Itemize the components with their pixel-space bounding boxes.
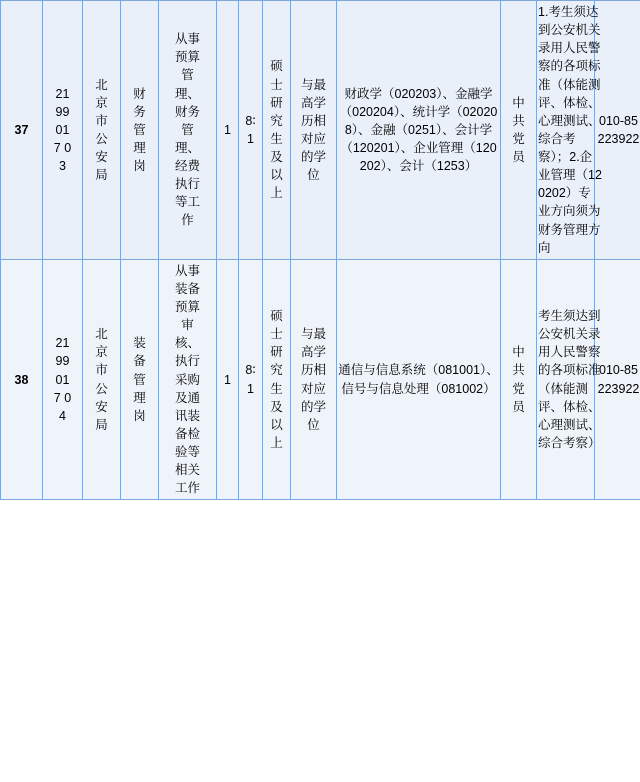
position-name: 装备管理岗 [121,259,159,500]
contact-phone: 010-85223922 [595,1,640,260]
interview-ratio: 8∶1 [239,1,263,260]
other-conditions: 1.考生须达到公安机关录用人民警察的各项标准（体能测评、体检、心理测试、综合考察）；2.企业管理（120202）专业方向须为财务管理方向 [537,1,595,260]
political-status: 中共党员 [501,1,537,260]
recruiting-organization: 北京市公安局 [83,259,121,500]
education-requirement: 硕士研究生及以上 [263,1,291,260]
political-status: 中共党员 [501,259,537,500]
degree-requirement: 与最高学历相对应的学位 [291,1,337,260]
major-requirement: 财政学（020203）、金融学（020204）、统计学（020208）、金融（0251）、会计学（120201）、企业管理（120202）、会计（1253） [337,1,501,260]
headcount: 1 [217,259,239,500]
other-conditions: 考生须达到公安机关录用人民警察的各项标准（体能测评、体检、心理测试、综合考察） [537,259,595,500]
interview-ratio: 8∶1 [239,259,263,500]
table-row [1,259,640,500]
major-requirement: 通信与信息系统（081001）、信号与信息处理（081002） [337,259,501,500]
row-index: 38 [1,259,43,500]
position-duty: 从事预算管理、财务管理、经费执行等工作 [159,1,217,260]
row-index: 37 [1,1,43,260]
headcount: 1 [217,1,239,260]
position-code: 2199017 04 [43,259,83,500]
recruiting-organization: 北京市公安局 [83,1,121,260]
position-duty: 从事装备预算审核、执行采购及通讯装备检验等相关工作 [159,259,217,500]
degree-requirement: 与最高学历相对应的学位 [291,259,337,500]
position-name: 财务管理岗 [121,1,159,260]
table-row [1,1,640,260]
education-requirement: 硕士研究生及以上 [263,259,291,500]
position-code: 2199017 03 [43,1,83,260]
contact-phone: 010-85223922 [595,259,640,500]
